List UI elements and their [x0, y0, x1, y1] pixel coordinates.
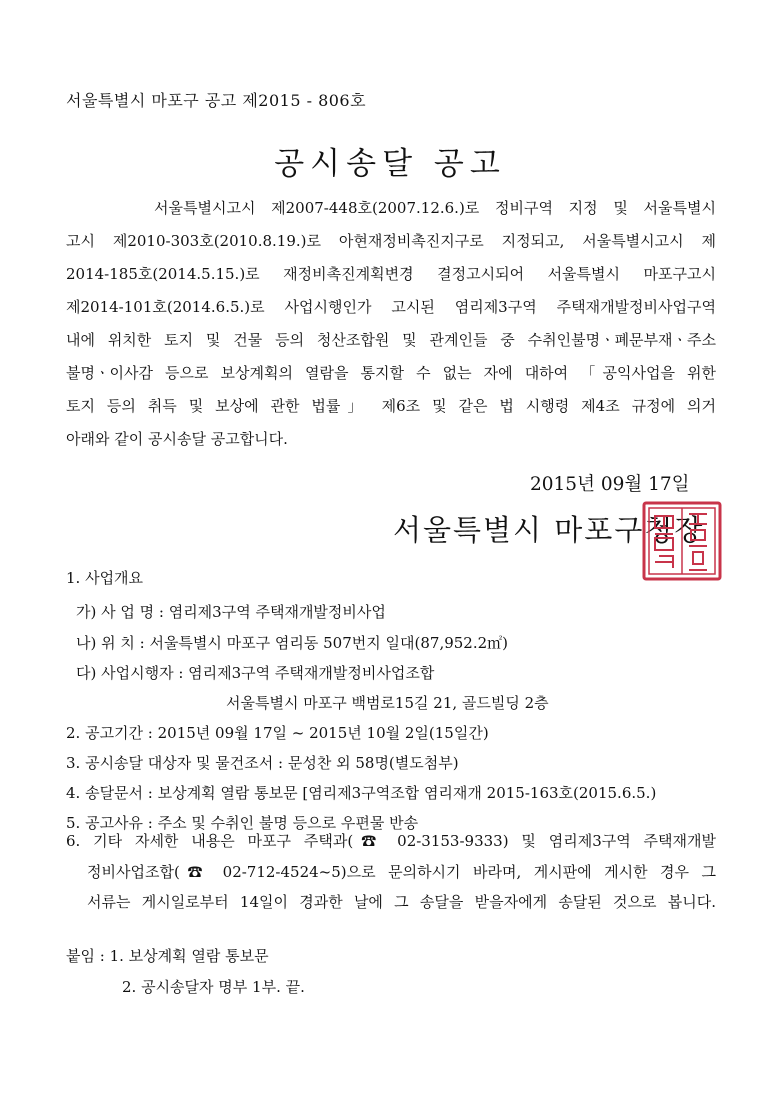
official-seal-icon — [641, 500, 723, 582]
body-line: 내에 위치한 토지 및 건물 등의 청산조합원 및 관계인들 중 수취인불명ㆍ폐문부재ㆍ주소 — [66, 331, 716, 349]
notice-date: 2015년 09월 17일 — [530, 474, 690, 495]
section-heading: 1. 사업개요 — [66, 569, 144, 587]
body-line: 아래와 같이 공시송달 공고합니다. — [66, 430, 288, 448]
list-item: 3. 공시송달 대상자 및 물건조서 : 문성찬 외 58명(별도첨부) — [66, 754, 459, 772]
body-line: 제2014-101호(2014.6.5.)로 사업시행인가 고시된 염리제3구역 주택재개발정비사업구역 — [66, 298, 716, 316]
body-line: 불명ㆍ이사감 등으로 보상계획의 열람을 통지할 수 없는 자에 대하여 「공익사업을 위한 — [66, 364, 716, 382]
list-item-6 — [66, 826, 716, 918]
list-item: 나) 위 치 : 서울특별시 마포구 염리동 507번지 일대(87,952.2㎡) — [76, 634, 509, 652]
list-item-line: 서류는 게시일로부터 14일이 경과한 날에 그 송달을 받을자에게 송달된 것으로 봅니다. — [87, 893, 716, 911]
signer-name: 서울특별시 마포구청장 — [393, 513, 705, 547]
list-item: 4. 송달문서 : 보상계획 열람 통보문 [염리제3구역조합 염리재개 2015-163호(2015.6.5.) — [66, 784, 657, 802]
body-line: 2014-185호(2014.5.15.)로 재정비촉진계획변경 결정고시되어 서울특별시 마포구고시 — [66, 265, 716, 283]
list-item-line: 정비사업조합(☎ 02-712-4524~5)으로 문의하시기 바라며, 게시판에 게시한 경우 그 — [87, 862, 716, 881]
list-item: 다) 사업시행자 : 염리제3구역 주택재개발정비사업조합 — [76, 664, 435, 682]
attachment-line: 2. 공시송달자 명부 1부. 끝. — [122, 978, 305, 996]
body-line: 서울특별시고시 제2007-448호(2007.12.6.)로 정비구역 지정 및 서울특별시 — [154, 199, 716, 217]
list-item: 2. 공고기간 : 2015년 09월 17일 ~ 2015년 10월 2일(15일간) — [66, 724, 489, 742]
document-number: 서울특별시 마포구 공고 제2015 - 806호 — [66, 91, 367, 110]
body-line: 토지 등의 취득 및 보상에 관한 법률」 제6조 및 같은 법 시행령 제4조 규정에 의거 — [66, 397, 716, 415]
notice-body — [66, 192, 716, 456]
notice-title: 공시송달 공고 — [274, 146, 506, 182]
list-item-address: 서울특별시 마포구 백범로15길 21, 골드빌딩 2층 — [226, 694, 549, 712]
attachment-line: 붙임 : 1. 보상계획 열람 통보문 — [66, 947, 269, 965]
body-line: 고시 제2010-303호(2010.8.19.)로 아현재정비촉진지구로 지정되고, 서울특별시고시 제 — [66, 232, 716, 250]
list-item: 5. 공고사유 : 주소 및 수취인 불명 등으로 우편물 반송 — [66, 814, 419, 832]
list-item: 가) 사 업 명 : 염리제3구역 주택재개발정비사업 — [76, 603, 386, 621]
list-item-line: 6. 기타 자세한 내용은 마포구 주택과(☎ 02-3153-9333) 및 염리제3구역 주택재개발 — [66, 832, 716, 850]
